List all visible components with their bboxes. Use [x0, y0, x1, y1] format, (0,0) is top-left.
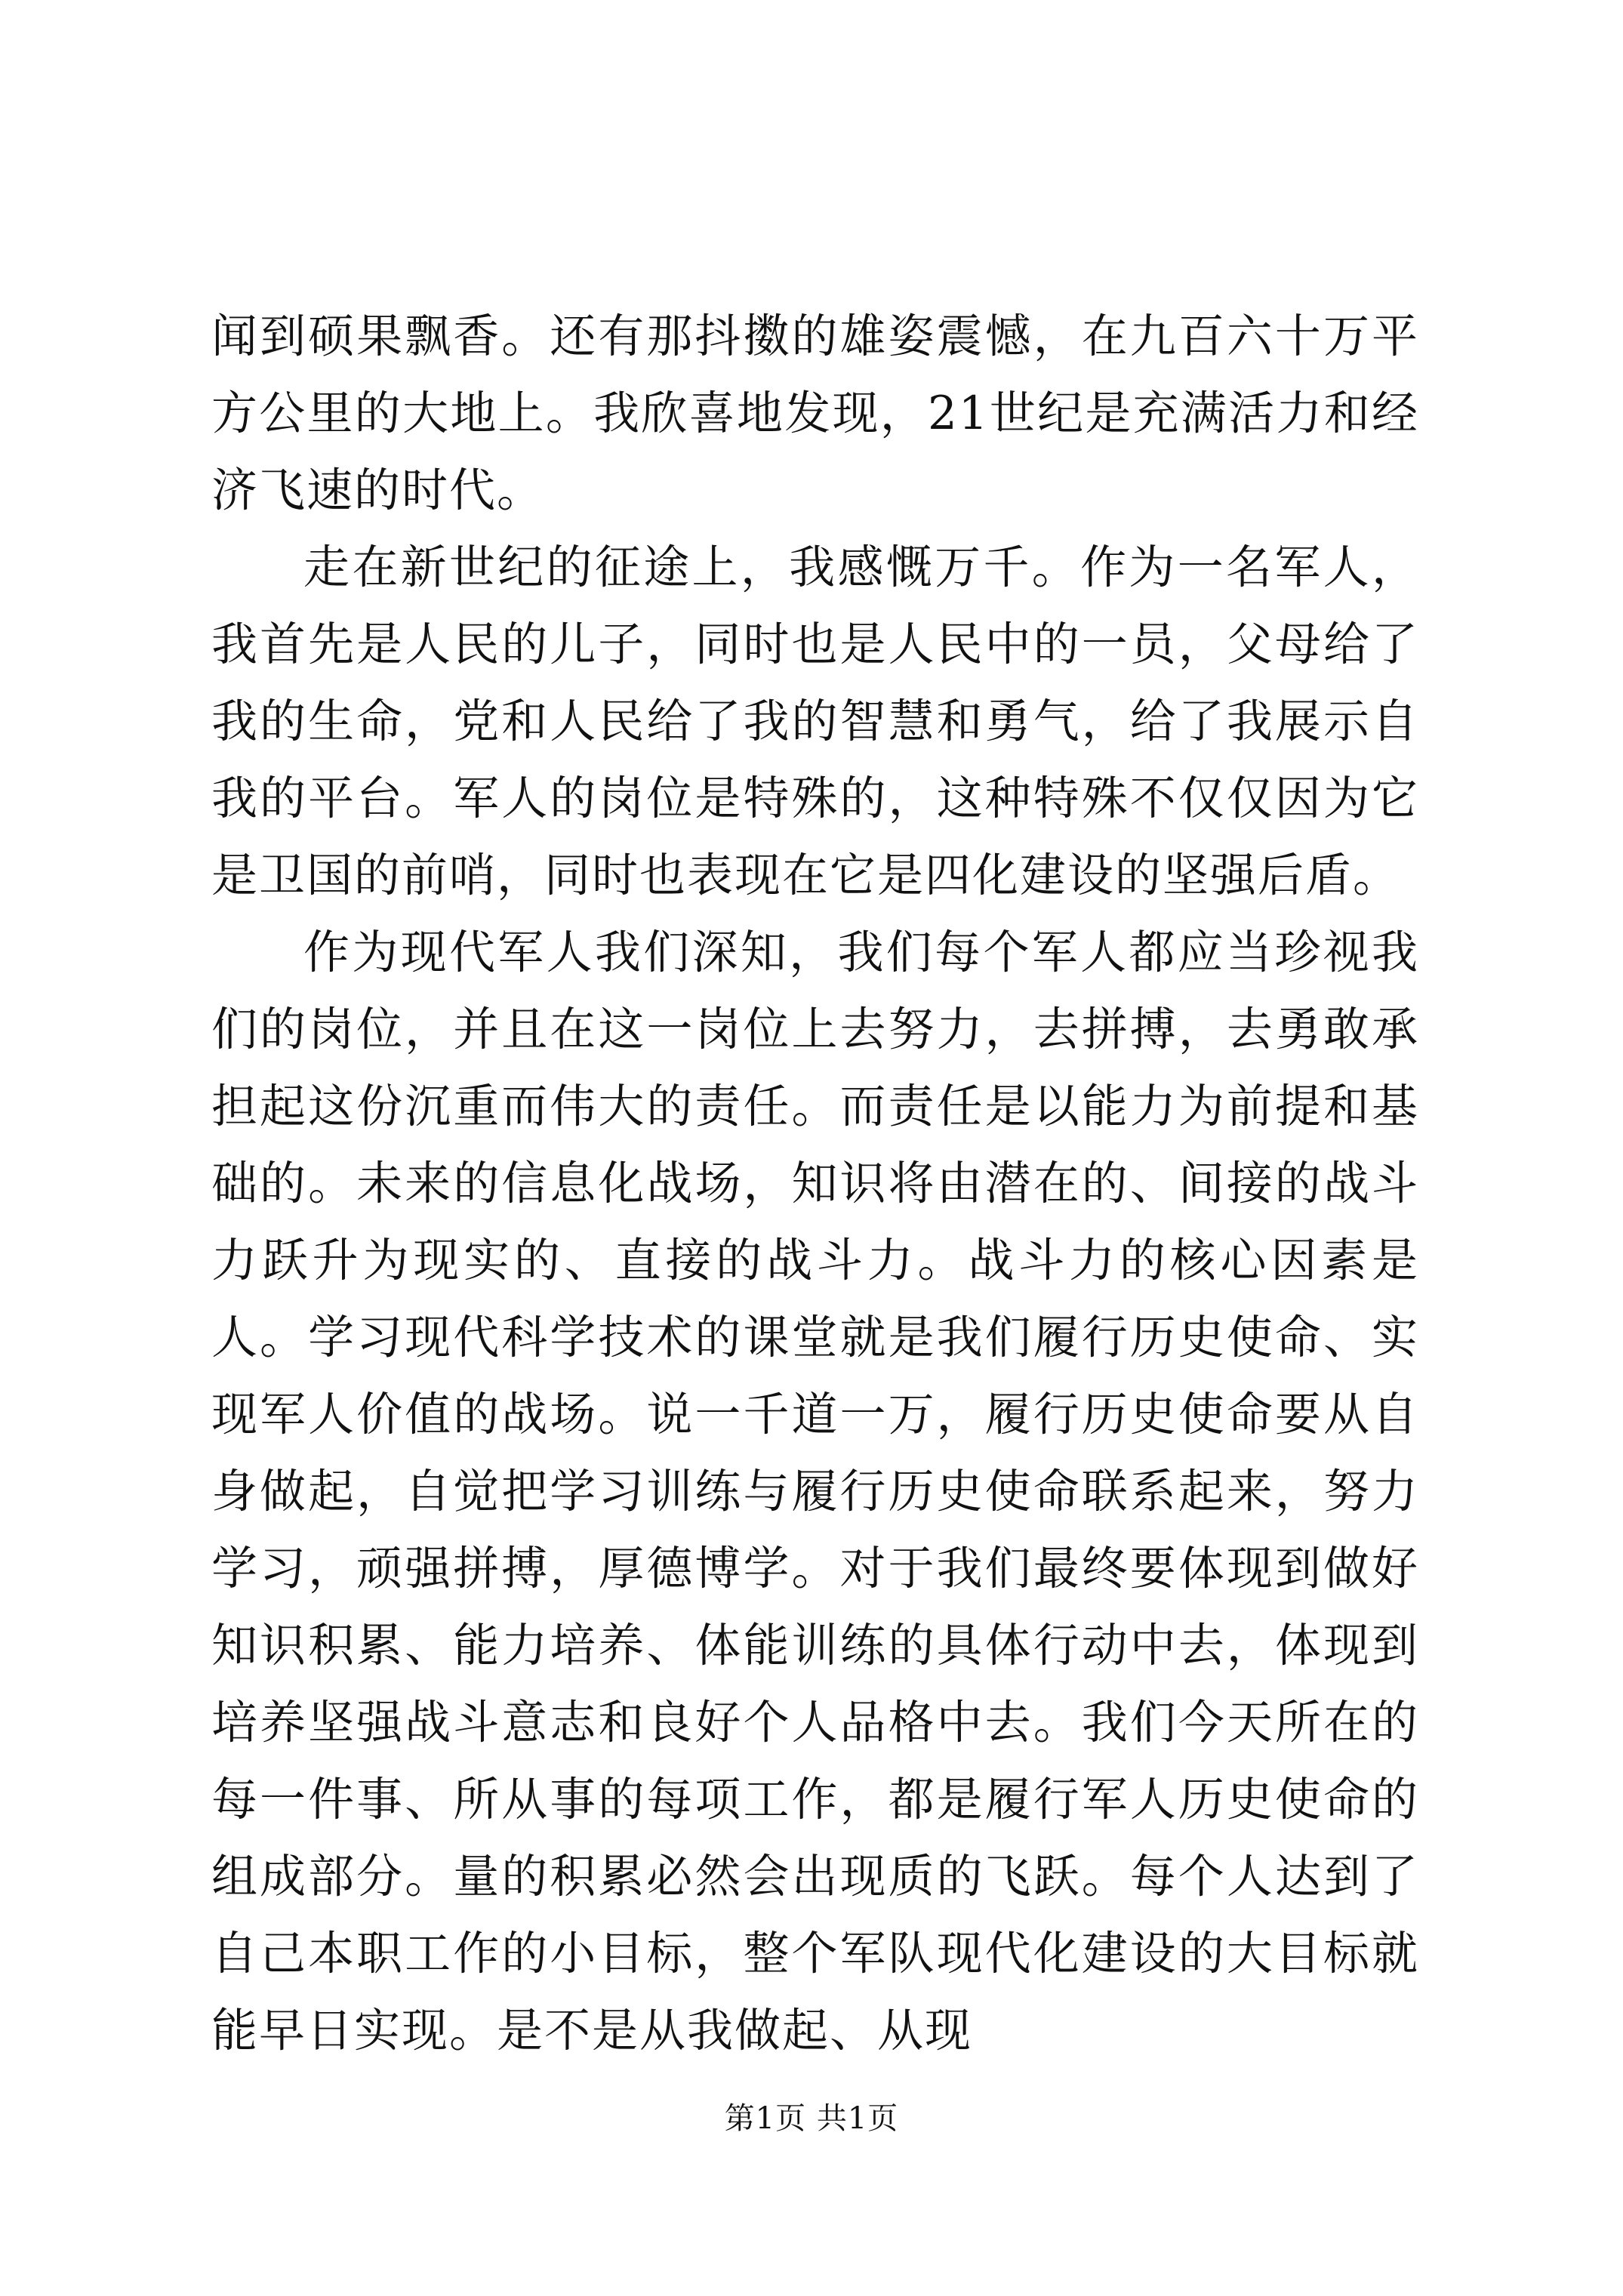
document-body	[211, 298, 1419, 2069]
paragraph-3: 作为现代军人我们深知，我们每个军人都应当珍视我们的岗位，并且在这一岗位上去努力，去拼搏，去勇敢承担起这份沉重而伟大的责任。而责任是以能力为前提和基础的。未来的信息化战场，知识将由潜在的、间接的战斗力跃升为现实的、直接的战斗力。战斗力的核心因素是人。学习现代科学技术的课堂就是我们履行历史使命、实现军人价值的战场。说一千道一万，履行历史使命要从自身做起，自觉把学习训练与履行历史使命联系起来，努力学习，顽强拼搏，厚德博学。对于我们最终要体现到做好知识积累、能力培养、体能训练的具体行动中去，体现到培养坚强战斗意志和良好个人品格中去。我们今天所在的每一件事、所从事的每项工作，都是履行军人历史使命的组成部分。量的积累必然会出现质的飞跃。每个人达到了自己本职工作的小目标，整个军队现代化建设的大目标就能早日实现。是不是从我做起、从现	[211, 926, 1419, 2057]
paragraph-1: 闻到硕果飘香。还有那抖擞的雄姿震憾，在九百六十万平方公里的大地上。我欣喜地发现，21世纪是充满活力和经济飞速的时代。	[211, 310, 1419, 517]
paragraph-2: 走在新世纪的征途上，我感慨万千。作为一名军人，我首先是人民的儿子，同时也是人民中的一员，父母给了我的生命，党和人民给了我的智慧和勇气，给了我展示自我的平台。军人的岗位是特殊的，这种特殊不仅仅因为它是卫国的前哨，同时也表现在它是四化建设的坚强后盾。	[211, 541, 1419, 902]
page-footer: 第1页 共1页	[724, 2101, 899, 2136]
